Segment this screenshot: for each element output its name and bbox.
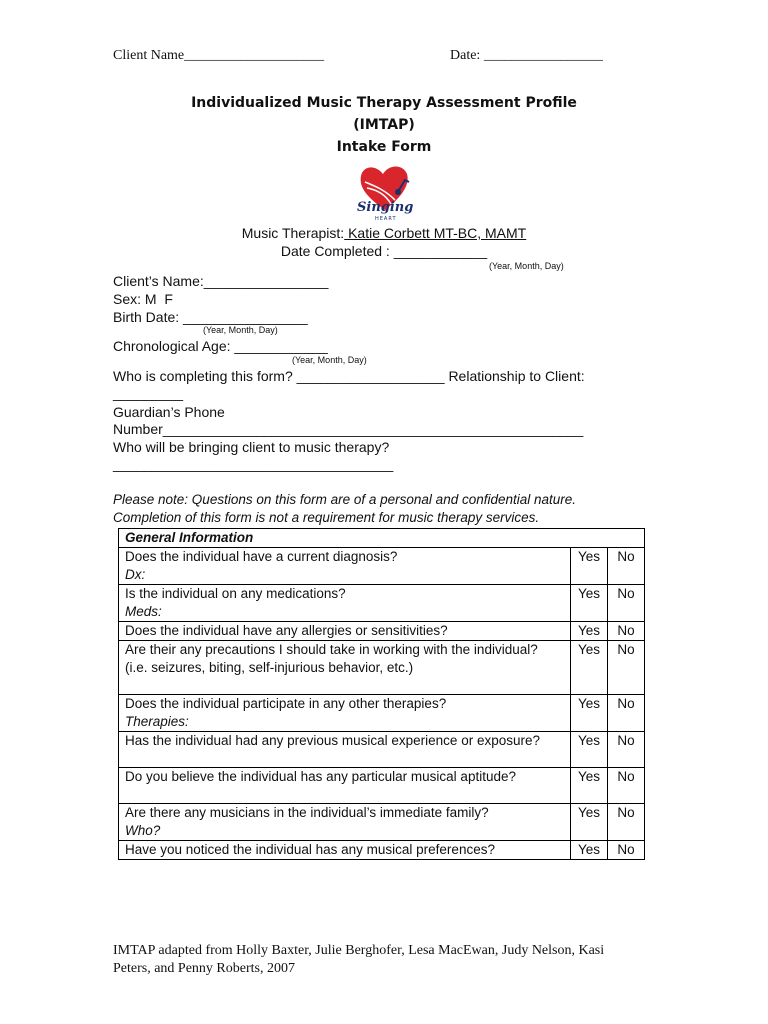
who-bringing-line: ____________________________________ [113, 456, 394, 472]
question-sub: (i.e. seizures, biting, self-injurious behavior, etc.) [125, 660, 414, 675]
question: Are their any precautions I should take in working with the individual? [125, 642, 538, 657]
question-sub: Dx: [125, 567, 146, 582]
no-option[interactable]: No [608, 585, 645, 622]
singing-heart-logo [355, 160, 415, 226]
yes-option[interactable]: Yes [571, 548, 608, 585]
no-option[interactable]: No [608, 768, 645, 804]
logo-subtext: HEART [375, 216, 397, 222]
guardian-phone-number: Number______________________________________________________ [113, 421, 584, 437]
page-subtitle: Intake Form [336, 139, 432, 155]
table-row [119, 622, 645, 641]
table-row [119, 641, 645, 695]
therapist-name: Katie Corbett MT-BC, MAMT [344, 225, 527, 241]
birth-date-hint: (Year, Month, Day) [203, 325, 278, 335]
guardian-phone-label: Guardian’s Phone [113, 404, 225, 420]
table-header: General Information [119, 529, 645, 548]
question: Does the individual participate in any other therapies? [125, 696, 447, 711]
footer-credit: IMTAP adapted from Holly Baxter, Julie Berghofer, Lesa MacEwan, Judy Nelson, Kasi [113, 943, 605, 958]
yes-option[interactable]: Yes [571, 804, 608, 841]
no-option[interactable]: No [608, 804, 645, 841]
yes-option[interactable]: Yes [571, 841, 608, 860]
table-header-row [119, 529, 645, 548]
who-completing-field: Who is completing this form? ___________________ Relationship to Client: [113, 368, 585, 384]
yes-option[interactable]: Yes [571, 641, 608, 695]
music-therapist-line [0, 225, 768, 241]
table-row [119, 804, 645, 841]
no-option[interactable]: No [608, 622, 645, 641]
question: Have you noticed the individual has any musical preferences? [125, 842, 495, 857]
birth-date-field: Birth Date: ________________ [113, 309, 308, 325]
date-completed: Date Completed : ____________ [280, 243, 488, 259]
yes-option[interactable]: Yes [571, 695, 608, 732]
yes-option[interactable]: Yes [571, 732, 608, 768]
question-sub: Therapies: [125, 714, 189, 729]
question: Do you believe the individual has any particular musical aptitude? [125, 769, 516, 784]
no-option[interactable]: No [608, 641, 645, 695]
who-bringing-field: Who will be bringing client to music therapy? [113, 439, 390, 455]
page-title: Individualized Music Therapy Assessment Profile [191, 95, 577, 111]
logo-text: Singing [357, 200, 414, 215]
footer-credit-2: Peters, and Penny Roberts, 2007 [113, 961, 295, 976]
confidential-note-2: Completion of this form is not a requirement for music therapy services. [113, 510, 540, 525]
table-row [119, 548, 645, 585]
table-row [119, 841, 645, 860]
question: Is the individual on any medications? [125, 586, 346, 601]
yes-option[interactable]: Yes [571, 585, 608, 622]
client-name-line: Client Name____________________ [113, 48, 325, 63]
question: Has the individual had any previous musical experience or exposure? [125, 733, 540, 748]
table-row [119, 768, 645, 804]
no-option[interactable]: No [608, 732, 645, 768]
question: Are there any musicians in the individual’s immediate family? [125, 805, 489, 820]
date-line: Date: _________________ [450, 48, 603, 63]
question: Does the individual have a current diagnosis? [125, 549, 398, 564]
therapist-label: Music Therapist: [241, 225, 345, 241]
date-completed-hint: (Year, Month, Day) [489, 261, 564, 271]
chronological-age-field: Chronological Age: ____________ [113, 338, 328, 354]
question: Does the individual have any allergies or sensitivities? [125, 623, 448, 638]
confidential-note: Please note: Questions on this form are of a personal and confidential nature. [113, 492, 577, 507]
question-sub: Meds: [125, 604, 162, 619]
sex-field: Sex: M F [113, 291, 173, 307]
general-information-table [118, 528, 645, 860]
yes-option[interactable]: Yes [571, 768, 608, 804]
no-option[interactable]: No [608, 548, 645, 585]
no-option[interactable]: No [608, 841, 645, 860]
no-option[interactable]: No [608, 695, 645, 732]
table-row [119, 695, 645, 732]
clients-name-field: Client’s Name:________________ [113, 273, 329, 289]
chronological-age-hint: (Year, Month, Day) [292, 355, 367, 365]
question-sub: Who? [125, 823, 161, 838]
table-row [119, 732, 645, 768]
page-title-acronym: (IMTAP) [353, 117, 415, 133]
relationship-line: _________ [113, 385, 184, 401]
table-row [119, 585, 645, 622]
yes-option[interactable]: Yes [571, 622, 608, 641]
